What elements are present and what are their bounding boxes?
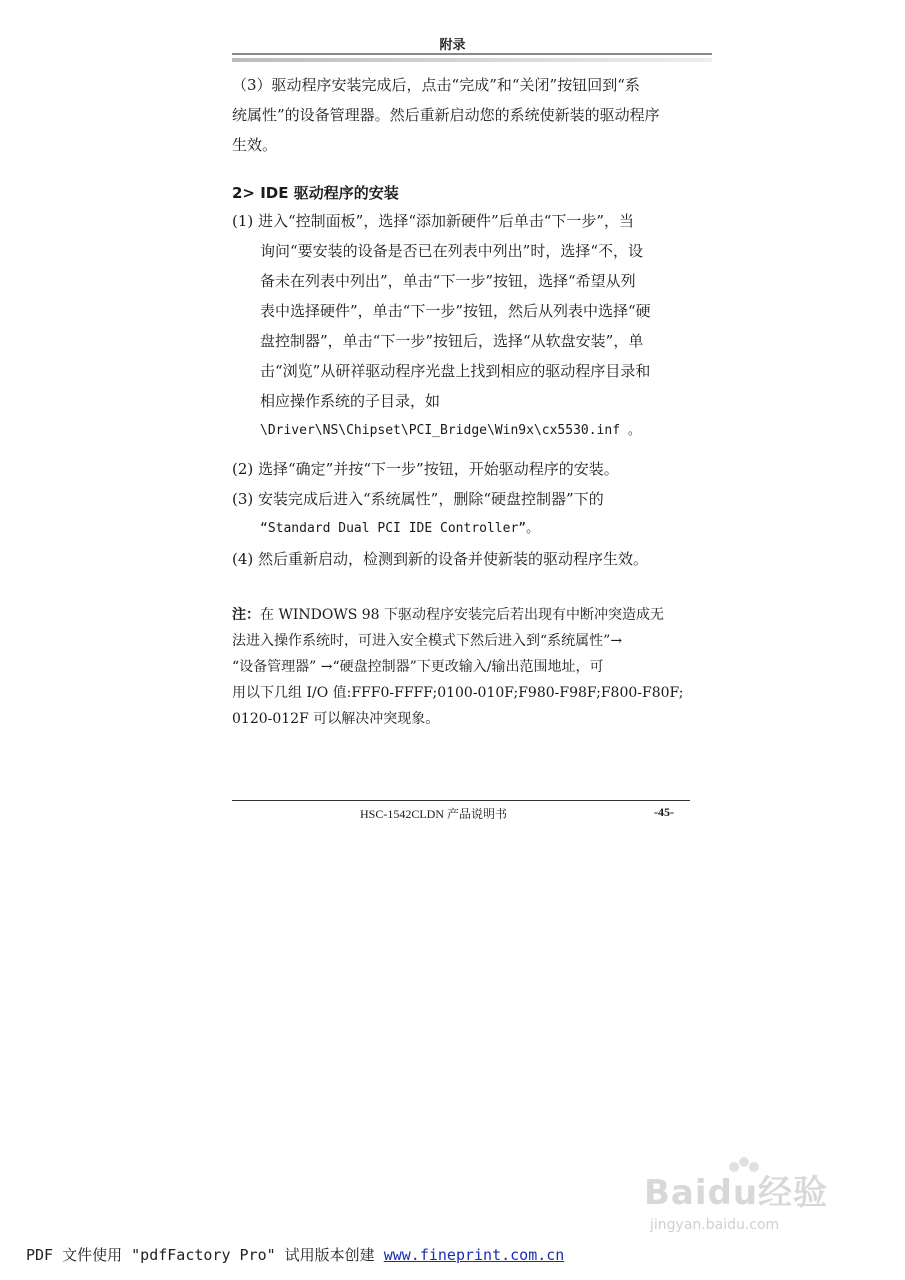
driver-path: \Driver\NS\Chipset\PCI_Bridge\Win9x\cx5530.inf 。 — [260, 423, 641, 438]
intro-line: 统属性”的设备管理器。然后重新启动您的系统使新装的驱动程序 — [232, 106, 660, 124]
header-rule — [232, 53, 712, 55]
note-line: 法进入操作系统时，可进入安全模式下然后进入到“系统属性”→ — [232, 633, 623, 649]
step-line: (4) 然后重新启动，检测到新的设备并使新装的驱动程序生效。 — [232, 550, 649, 568]
note-label: 注： — [232, 607, 260, 623]
watermark-url: jingyan.baidu.com — [650, 1217, 780, 1233]
pdf-footer-text: PDF 文件使用 "pdfFactory Pro" 试用版本创建 — [26, 1246, 384, 1264]
step-line: 击“浏览”从研祥驱动程序光盘上找到相应的驱动程序目录和 — [260, 362, 651, 380]
step-3 — [232, 484, 692, 544]
note-paragraph — [232, 602, 702, 732]
footer-page-number: -45- — [654, 805, 674, 819]
fineprint-link[interactable]: www.fineprint.com.cn — [383, 1246, 565, 1264]
intro-paragraph — [232, 70, 692, 160]
note-line: 用以下几组 I/O 值:FFF0-FFFF;0100-010F;F980-F98F;F800-F80F; — [232, 685, 684, 701]
pdf-footer — [26, 1244, 564, 1265]
step-line: (1) 进入“控制面板”，选择“添加新硬件”后单击“下一步”，当 — [232, 212, 635, 230]
page-header-title: 附录 — [439, 38, 466, 53]
header-rule-shadow — [232, 58, 712, 62]
note-line: 在 WINDOWS 98 下驱动程序安装完后若出现有中断冲突造成无 — [260, 607, 665, 623]
intro-line: 生效。 — [232, 136, 278, 154]
note-line: 0120-012F 可以解决冲突现象。 — [232, 711, 440, 727]
step-line: 盘控制器”，单击“下一步”按钮后，选择“从软盘安装”，单 — [260, 332, 644, 350]
step-line: 询问“要安装的设备是否已在列表中列出”时，选择“不，设 — [260, 242, 644, 260]
step-line: 表中选择硬件”，单击“下一步”按钮，然后从列表中选择“硬 — [260, 302, 651, 320]
step-4 — [232, 544, 692, 574]
footer-rule — [232, 800, 690, 801]
step-line: (2) 选择“确定”并按“下一步”按钮，开始驱动程序的安装。 — [232, 460, 619, 478]
step-line: “Standard Dual PCI IDE Controller”。 — [260, 521, 540, 536]
footer-product: HSC-1542CLDN 产品说明书 — [360, 807, 508, 821]
step-line: 相应操作系统的子目录，如 — [260, 392, 441, 410]
section-heading: 2> IDE 驱动程序的安装 — [232, 184, 399, 202]
step-2 — [232, 454, 692, 484]
baidu-watermark — [640, 1155, 860, 1245]
step-1 — [232, 206, 692, 446]
step-line: 备未在列表中列出”，单击“下一步”按钮，选择“希望从列 — [260, 272, 636, 290]
note-line: “设备管理器” →“硬盘控制器”下更改输入/输出范围地址，可 — [232, 659, 604, 675]
intro-line: （3）驱动程序安装完成后，点击“完成”和“关闭”按钮回到“系 — [232, 76, 640, 94]
step-line: (3) 安装完成后进入“系统属性”，删除“硬盘控制器”下的 — [232, 490, 604, 508]
watermark-logo: Baidu经验 — [644, 1173, 829, 1213]
